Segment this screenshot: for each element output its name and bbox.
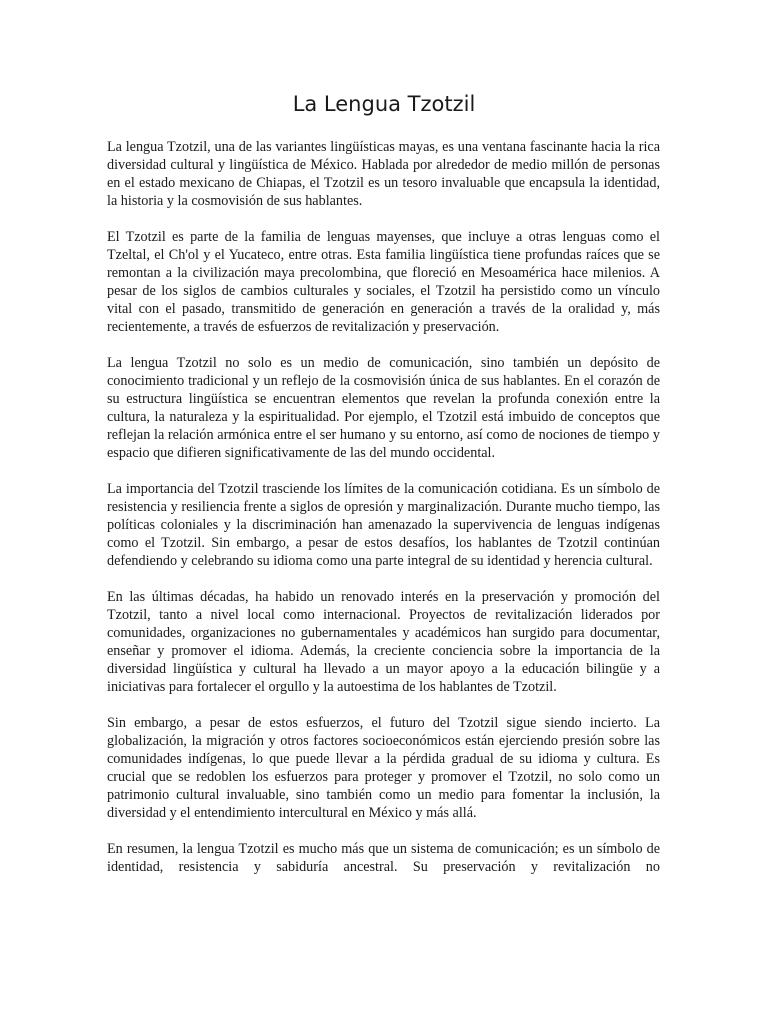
- paragraph-4: La importancia del Tzotzil trasciende los límites de la comunicación cotidiana. Es un símbolo de resistencia y resiliencia frente a siglos de opresión y marginalización. Durante mucho tiempo, las políticas coloniales y la discriminación han amenazado la supervivencia de lenguas indígenas como el Tzotzil. Sin embargo, a pesar de estos desafíos, los hablantes de Tzotzil continúan defendiendo y celebrando su idioma como una parte integral de su identidad y herencia cultural.: [107, 481, 660, 569]
- paragraph-3: La lengua Tzotzil no solo es un medio de comunicación, sino también un depósito de conocimiento tradicional y un reflejo de la cosmovisión única de sus hablantes. En el corazón de su estructura lingüística se encuentran elementos que revelan la profunda conexión entre la cultura, la naturaleza y la espiritualidad. Por ejemplo, el Tzotzil está imbuido de conceptos que reflejan la relación armónica entre el ser humano y su entorno, así como de nociones de tiempo y espacio que difieren significativamente de las del mundo occidental.: [107, 355, 660, 461]
- paragraph-7: En resumen, la lengua Tzotzil es mucho más que un sistema de comunicación; es un símbolo de identidad, resistencia y sabiduría ancestral. Su preservación y revitalización no: [107, 841, 660, 875]
- paragraph-5: En las últimas décadas, ha habido un renovado interés en la preservación y promoción del Tzotzil, tanto a nivel local como internacional. Proyectos de revitalización liderados por comunidades, organizaciones no gubernamentales y académicos han surgido para documentar, enseñar y promover el idioma. Además, la creciente conciencia sobre la importancia de la diversidad lingüística y cultural ha llevado a un mayor apoyo a la educación bilingüe y a iniciativas para fortalecer el orgullo y la autoestima de los hablantes de Tzotzil.: [107, 589, 660, 695]
- paragraph-1: La lengua Tzotzil, una de las variantes lingüísticas mayas, es una ventana fascinante hacia la rica diversidad cultural y lingüística de México. Hablada por alrededor de medio millón de personas en el estado mexicano de Chiapas, el Tzotzil es un tesoro invaluable que encapsula la identidad, la historia y la cosmovisión de sus hablantes.: [107, 139, 660, 209]
- paragraph-6: Sin embargo, a pesar de estos esfuerzos, el futuro del Tzotzil sigue siendo incierto. La globalización, la migración y otros factores socioeconómicos están ejerciendo presión sobre las comunidades indígenas, lo que puede llevar a la pérdida gradual de su idioma y cultura. Es crucial que se redoblen los esfuerzos para proteger y promover el Tzotzil, no solo como un patrimonio cultural invaluable, sino también como un medio para fomentar la inclusión, la diversidad y el entendimiento intercultural en México y más allá.: [107, 715, 660, 821]
- document-title: La Lengua Tzotzil: [292, 92, 476, 116]
- paragraph-2: El Tzotzil es parte de la familia de lenguas mayenses, que incluye a otras lenguas como el Tzeltal, el Ch'ol y el Yucateco, entre otras. Esta familia lingüística tiene profundas raíces que se remontan a la civilización maya precolombina, que floreció en Mesoamérica hace milenios. A pesar de los siglos de cambios culturales y sociales, el Tzotzil ha persistido como un vínculo vital con el pasado, transmitido de generación en generación a través de la oralidad y, más recientemente, a través de esfuerzos de revitalización y preservación.: [107, 229, 660, 335]
- document-body: [107, 138, 660, 894]
